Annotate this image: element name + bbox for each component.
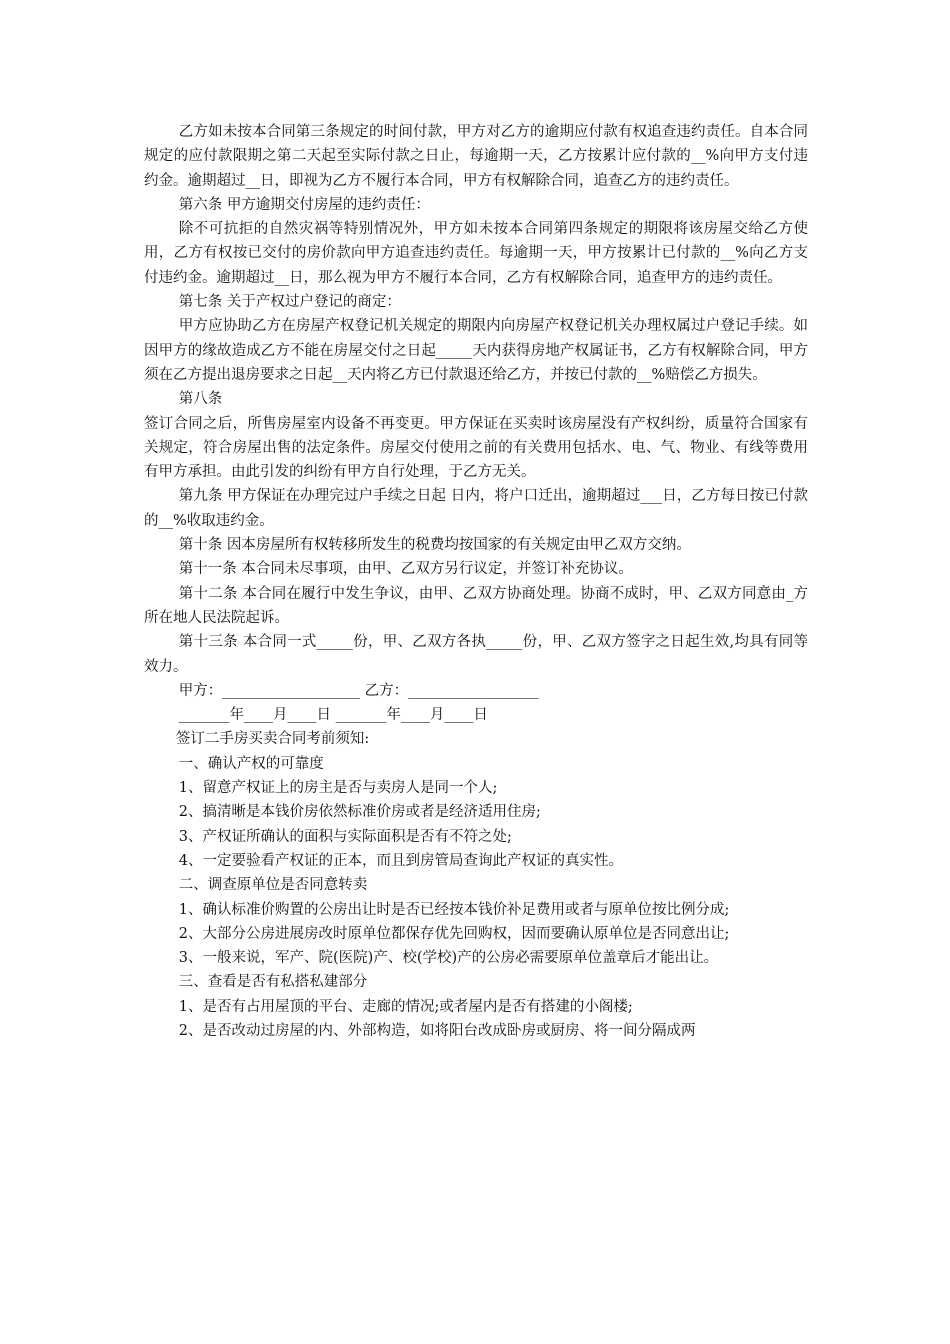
list-item: 3、一般来说，军产、院(医院)产、校(学校)产的公房必需要原单位盖章后才能出让。	[178, 950, 719, 967]
article-7-heading: 第七条 关于产权过户登记的商定：	[178, 294, 401, 311]
signature-line: 甲方：___________________ 乙方：__________________	[178, 682, 539, 699]
section-2-heading: 二、调查原单位是否同意转卖	[178, 877, 368, 894]
list-item: 4、一定要验看产权证的正本，而且到房管局查询此产权证的真实性。	[178, 852, 624, 869]
date-line: _______年____月____日 _______年____月____日	[178, 707, 488, 724]
list-item: 1、留意产权证上的房主是否与卖房人是同一个人;	[178, 780, 498, 797]
paragraph-article-8-body: 签订合同之后，所售房屋室内设备不再变更。甲方保证在买卖时该房屋没有产权纠纷，质量符合国家有关规定，符合房屋出售的法定条件。房屋交付使用之前的有关费用包括水、电、气、物业、有线等费用有甲方承担。由此引发的纠纷有甲方自行处理，于乙方无关。	[144, 415, 808, 481]
list-item: 2、搞清晰是本钱价房依然标准价房或者是经济适用住房;	[178, 804, 541, 821]
list-item: 2、是否改动过房屋的内、外部构造，如将阳台改成卧房或厨房、将一间分隔成两	[178, 1022, 696, 1039]
list-item: 3、产权证所确认的面积与实际面积是否有不符之处;	[178, 828, 512, 845]
paragraph-title-transfer: 甲方应协助乙方在房屋产权登记机关规定的期限内向房屋产权登记机关办理权属过户登记手续。如因甲方的缘故造成乙方不能在房屋交付之日起_____天内获得房地产权属证书，乙方有权解除合同，甲方须在乙方提出退房要求之日起__天内将乙方已付款退还给乙方，并按已付款的__%赔偿乙方损失。	[144, 318, 808, 383]
section-3-heading: 三、查看是否有私搭私建部分	[178, 974, 368, 991]
article-11-paragraph: 第十一条 本合同未尽事项，由甲、乙双方另行议定，并签订补充协议。	[178, 561, 633, 578]
article-9-paragraph: 第九条 甲方保证在办理完过户手续之日起 日内，将户口迁出，逾期超过___日，乙方每日按已付款的__%收取违约金。	[144, 488, 808, 529]
article-13-paragraph: 第十三条 本合同一式_____份，甲、乙双方各执_____份，甲、乙双方签字之日起生效,均具有同等效力。	[144, 634, 808, 675]
article-10-paragraph: 第十条 因本房屋所有权转移所发生的税费均按国家的有关规定由甲乙双方交纳。	[178, 537, 691, 554]
article-6-heading: 第六条 甲方逾期交付房屋的违约责任：	[178, 196, 430, 213]
list-item: 2、大部分公房进展房改时原单位都保存优先回购权，因而要确认原单位是否同意出让;	[178, 925, 730, 942]
section-1-heading: 一、确认产权的可靠度	[178, 755, 324, 772]
article-8-heading: 第八条	[178, 391, 223, 408]
notes-heading: 签订二手房买卖合同考前须知:	[175, 731, 370, 748]
paragraph-buyer-late-payment: 乙方如未按本合同第三条规定的时间付款，甲方对乙方的逾期应付款有权追查违约责任。自本合同规定的应付款限期之第二天起至实际付款之日止，每逾期一天，乙方按累计应付款的__%向甲方支付违约金。逾期超过__日，即视为乙方不履行本合同，甲方有权解除合同，追查乙方的违约责任。	[144, 124, 808, 189]
paragraph-seller-late-delivery: 除不可抗拒的自然灾祸等特别情况外，甲方如未按本合同第四条规定的期限将该房屋交给乙方使用，乙方有权按已交付的房价款向甲方追查违约责任。每逾期一天，甲方按累计已付款的__%向乙方支付违约金。逾期超过__日，那么视为甲方不履行本合同，乙方有权解除合同，追查甲方的违约责任。	[144, 221, 808, 286]
list-item: 1、确认标准价购置的公房出让时是否已经按本钱价补足费用或者与原单位按比例分成;	[178, 901, 730, 918]
list-item: 1、是否有占用屋顶的平台、走廊的情况;或者屋内是否有搭建的小阁楼;	[178, 998, 633, 1015]
document-body	[144, 120, 808, 1043]
article-12-paragraph: 第十二条 本合同在履行中发生争议，由甲、乙双方协商处理。协商不成时，甲、乙双方同意由_方所在地人民法院起诉。	[144, 585, 808, 626]
